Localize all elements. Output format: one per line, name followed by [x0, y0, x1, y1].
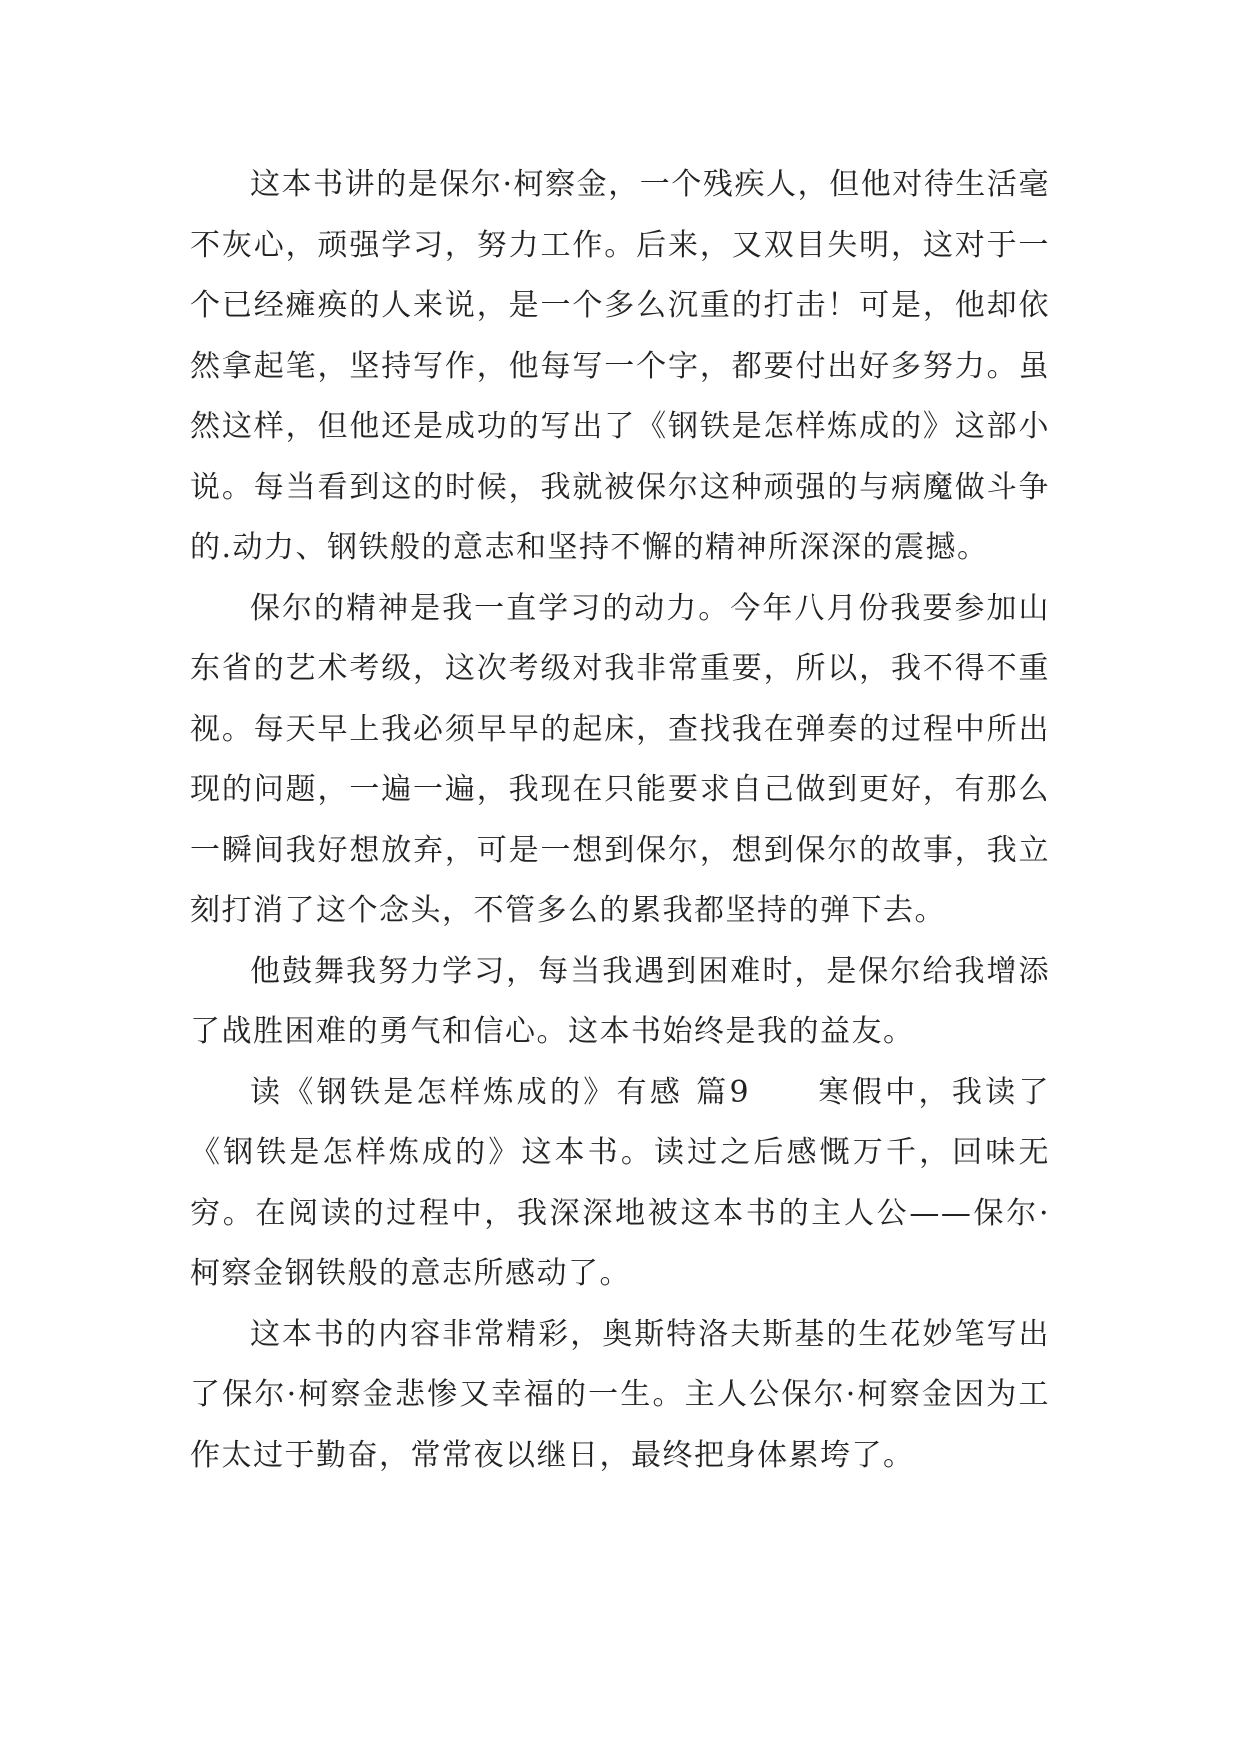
paragraph: 他鼓舞我努力学习，每当我遇到困难时，是保尔给我增添了战胜困难的勇气和信心。这本书始终是我的益友。: [190, 953, 1050, 1049]
document-body: [190, 155, 1050, 1486]
paragraph: 读《钢铁是怎样炼成的》有感 篇9 寒假中，我读了《钢铁是怎样炼成的》这本书。读过之后感慨万千，回味无穷。在阅读的过程中，我深深地被这本书的主人公——保尔·柯察金钢铁般的意志所感动了。: [190, 1074, 1050, 1291]
paragraph: 保尔的精神是我一直学习的动力。今年八月份我要参加山东省的艺术考级，这次考级对我非常重要，所以，我不得不重视。每天早上我必须早早的起床，查找我在弹奏的过程中所出现的问题，一遍一遍，我现在只能要求自己做到更好，有那么一瞬间我好想放弃，可是一想到保尔，想到保尔的故事，我立刻打消了这个念头，不管多么的累我都坚持的弹下去。: [190, 590, 1050, 928]
paragraph: 这本书讲的是保尔·柯察金，一个残疾人，但他对待生活毫不灰心，顽强学习，努力工作。后来，又双目失明，这对于一个已经瘫痪的人来说，是一个多么沉重的打击！可是，他却依然拿起笔，坚持写作，他每写一个字，都要付出好多努力。虽然这样，但他还是成功的写出了《钢铁是怎样炼成的》这部小说。每当看到这的时候，我就被保尔这种顽强的与病魔做斗争的.动力、钢铁般的意志和坚持不懈的精神所深深的震撼。: [190, 167, 1050, 565]
paragraph: 这本书的内容非常精彩，奥斯特洛夫斯基的生花妙笔写出了保尔·柯察金悲惨又幸福的一生。主人公保尔·柯察金因为工作太过于勤奋，常常夜以继日，最终把身体累垮了。: [190, 1316, 1050, 1473]
